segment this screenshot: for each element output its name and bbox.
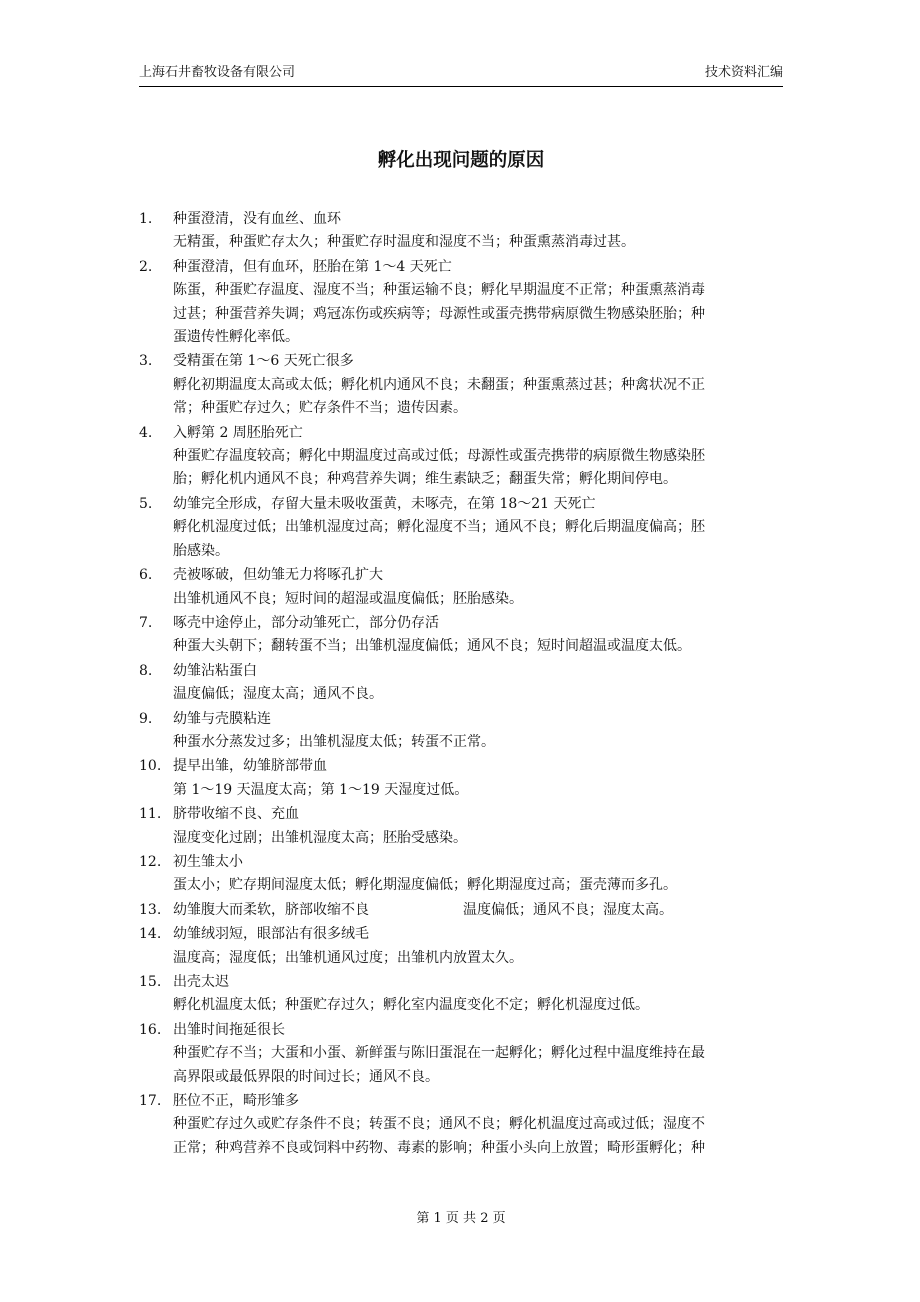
cause-line: 孵化初期温度太高或太低；孵化机内通风不良；未翻蛋；种蛋熏蒸过甚；种禽状况不正 [173,376,705,393]
item-causes [173,588,783,611]
cause-line: 种蛋大头朝下；翻转蛋不当；出雏机湿度偏低；通风不良；短时间超温或温度太低。 [173,638,691,655]
cause-line: 高界限或最低界限的时间过长；通风不良。 [173,1068,439,1085]
item-causes [173,1042,783,1089]
item-causes [173,279,783,349]
list-item [139,971,783,1018]
item-causes [173,1113,783,1160]
list-item [139,612,783,659]
list-item [139,660,783,707]
item-heading: 出壳太迟 [173,974,229,990]
list-item [139,1090,783,1160]
item-causes [463,902,673,918]
item-heading: 种蛋澄清，但有血环，胚胎在第 1～4 天死亡 [173,258,452,275]
item-causes [173,779,783,802]
cause-line: 种蛋贮存过久或贮存条件不良；转蛋不良；通风不良；孵化机温度过高或过低；湿度不 [173,1116,705,1133]
item-heading: 幼雏沾粘蛋白 [173,662,257,679]
item-heading: 幼雏腹大而柔软，脐部收缩不良 [173,901,369,918]
cause-line: 正常；种鸡营养不良或饲料中药物、毒素的影响；种蛋小头向上放置；畸形蛋孵化；种 [173,1139,705,1156]
item-number: 14. [139,926,162,943]
cause-line: 种蛋贮存不当；大蛋和小蛋、新鲜蛋与陈旧蛋混在一起孵化；孵化过程中温度维持在最 [173,1045,705,1062]
document-title: 孵化出现问题的原因 [377,150,545,171]
item-heading: 提早出雏，幼雏脐部带血 [173,758,327,775]
item-number: 1. [139,211,153,227]
list-item [139,851,783,898]
cause-list [139,208,783,1161]
item-causes [173,731,783,754]
cause-line: 常；种蛋贮存过久；贮存条件不当；遗传因素。 [173,400,467,417]
item-number: 3. [139,353,153,370]
item-causes [173,516,783,563]
cause-line: 陈蛋，种蛋贮存温度、湿度不当；种蛋运输不良；孵化早期温度不正常；种蛋熏蒸消毒 [173,282,705,299]
item-causes [173,874,783,897]
item-number: 15. [139,974,162,990]
cause-line: 第 1～19 天温度太高；第 1～19 天湿度过低。 [173,781,469,798]
cause-line: 湿度变化过剧；出雏机湿度太高；胚胎受感染。 [173,829,467,846]
list-item [139,755,783,802]
header-doc-type: 技术资料汇编 [704,65,783,80]
page-footer: 第 1 页 共 2 页 [416,1211,506,1226]
item-heading: 入孵第 2 周胚胎死亡 [173,424,303,441]
list-item [139,923,783,970]
list-item [139,1019,783,1089]
cause-line: 种蛋贮存温度较高；孵化中期温度过高或过低；母源性或蛋壳携带的病原微生物感染胚 [173,448,705,465]
item-heading: 幼雏完全形成，存留大量未吸收蛋黄，未啄壳，在第 18～21 天死亡 [173,495,596,512]
item-number: 8. [139,662,153,679]
header-company: 上海石井畜牧设备有限公司 [139,65,296,80]
item-heading: 种蛋澄清，没有血丝、血环 [173,211,341,227]
list-item [139,422,783,492]
cause-line: 温度高；湿度低；出雏机通风过度；出雏机内放置太久。 [173,949,523,966]
item-causes [173,947,783,970]
cause-line: 孵化机温度太低；种蛋贮存过久；孵化室内温度变化不定；孵化机湿度过低。 [173,997,649,1014]
item-heading: 受精蛋在第 1～6 天死亡很多 [173,353,354,370]
cause-line: 胎感染。 [173,542,229,559]
item-number: 7. [139,614,153,631]
item-causes [173,683,783,706]
item-heading: 胚位不正，畸形雏多 [173,1093,299,1110]
list-item [139,803,783,850]
cause-line: 种蛋水分蒸发过多；出雏机湿度太低；转蛋不正常。 [173,733,495,750]
cause-line: 蛋太小；贮存期间湿度太低；孵化期湿度偏低；孵化期湿度过高；蛋壳薄而多孔。 [173,877,677,894]
item-heading: 壳被啄破，但幼雏无力将啄孔扩大 [173,567,383,584]
item-number: 12. [139,853,162,870]
item-causes [173,994,783,1017]
item-number: 17. [139,1093,162,1110]
item-heading: 幼雏绒羽短，眼部沾有很多绒毛 [173,926,369,943]
item-number: 9. [139,710,153,727]
item-heading: 出雏时间拖延很长 [173,1021,285,1038]
cause-line: 无精蛋，种蛋贮存太久；种蛋贮存时温度和湿度不当；种蛋熏蒸消毒过甚。 [173,234,635,251]
item-causes [173,635,783,658]
item-number: 5. [139,495,153,512]
cause-line: 出雏机通风不良；短时间的超湿或温度偏低；胚胎感染。 [173,590,523,607]
item-causes [173,231,783,254]
cause-line: 胎；孵化机内通风不良；种鸡营养失调；维生素缺乏；翻蛋失常；孵化期间停电。 [173,471,677,488]
list-item [139,708,783,755]
item-heading: 幼雏与壳膜粘连 [173,710,271,727]
cause-line: 蛋遗传性孵化率低。 [173,329,299,346]
list-item [139,350,783,420]
item-number: 16. [139,1021,162,1038]
item-causes [173,374,783,421]
item-heading: 脐带收缩不良、充血 [173,806,299,823]
cause-line: 过甚；种蛋营养失调；鸡冠冻伤或疾病等；母源性或蛋壳携带病原微生物感染胚胎；种 [173,305,705,322]
item-number: 2. [139,258,153,275]
item-number: 10. [139,758,162,775]
cause-line: 温度偏低；通风不良；湿度太高。 [463,901,673,918]
list-item [139,493,783,563]
list-item [139,564,783,611]
item-number: 13. [139,901,162,918]
cause-line: 温度偏低；湿度太高；通风不良。 [173,686,383,703]
item-number: 6. [139,567,153,584]
item-heading: 初生雏太小 [173,853,243,870]
list-item [139,256,783,350]
item-number: 4. [139,424,153,441]
cause-line: 孵化机湿度过低；出雏机湿度过高；孵化湿度不当；通风不良；孵化后期温度偏高；胚 [173,519,705,536]
item-heading: 啄壳中途停止，部分动雏死亡，部分仍存活 [173,614,439,631]
item-causes [173,445,783,492]
list-item [139,899,783,922]
item-causes [173,827,783,850]
list-item [139,208,783,255]
item-number: 11. [139,806,162,823]
page-header [139,62,783,87]
